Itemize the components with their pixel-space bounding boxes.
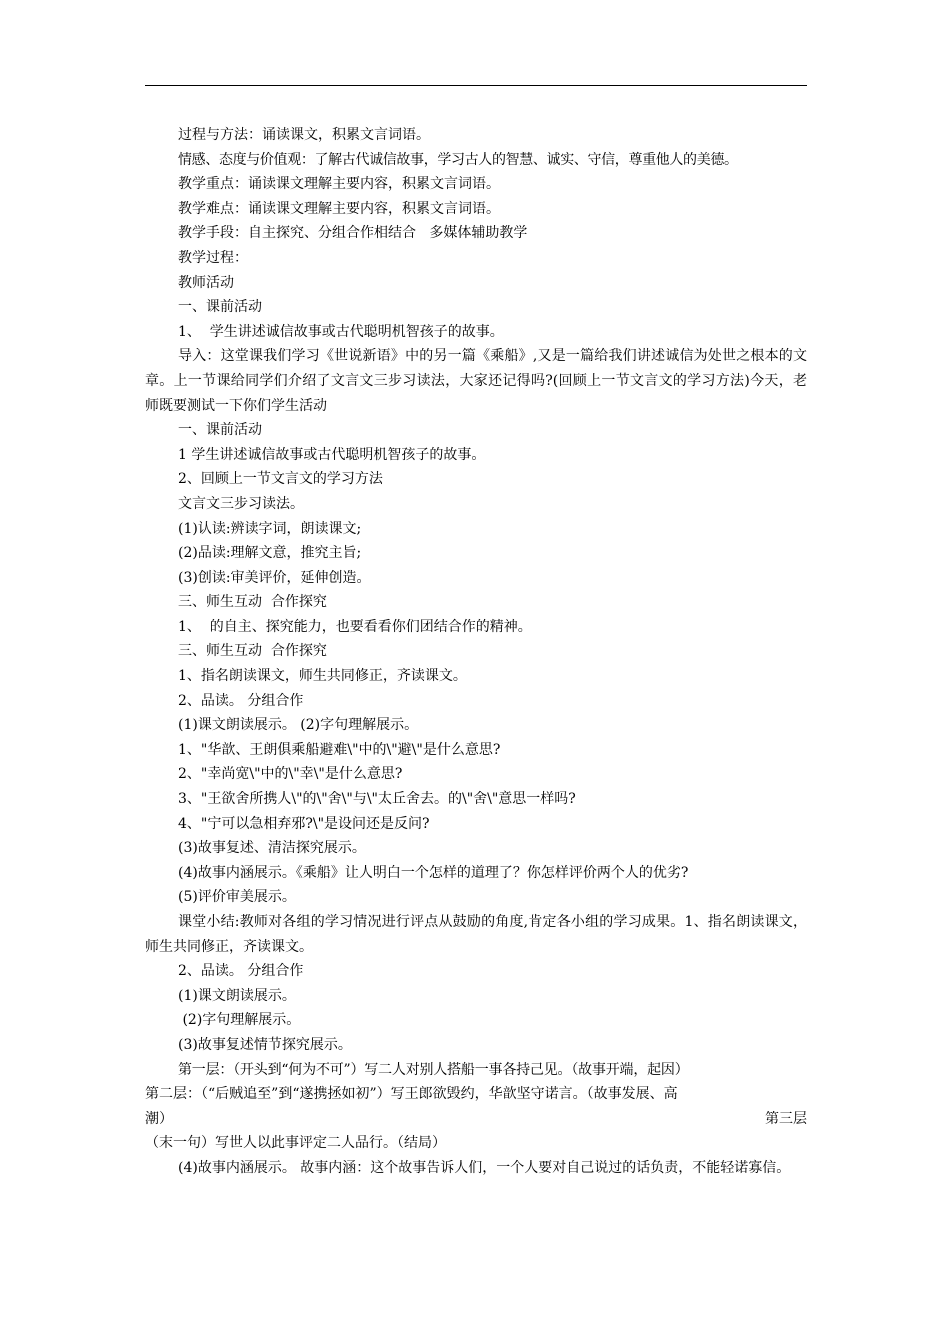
paragraph: 1、 的自主、探究能力，也要看看你们团结合作的精神。 bbox=[178, 618, 532, 635]
paragraph: 文言文三步习读法。 bbox=[178, 495, 304, 512]
paragraph: 教学过程： bbox=[178, 249, 248, 266]
layer-two-text: 第二层：（“后贼追至”到“遂携拯如初”）写王郎欲毁约，华歆坚守诺言。（故事发展、高 bbox=[145, 1086, 678, 1103]
list-item: (2)字句理解展示。 bbox=[178, 1012, 301, 1029]
list-item: (2)品读:理解文意，推究主旨; bbox=[178, 545, 362, 562]
list-item: 2、品读。 分组合作 bbox=[178, 963, 304, 980]
question-item: 2、"幸尚宽\"中的\"幸\"是什么意思? bbox=[178, 766, 403, 783]
list-item: (1)认读:辨读字词，朗读课文; bbox=[178, 520, 362, 537]
list-item: (4)故事内涵展示。《乘船》让人明白一个怎样的道理了？你怎样评价两个人的优劣? bbox=[178, 864, 689, 881]
paragraph: 导入：这堂课我们学习《世说新语》中的另一篇《乘船》,又是一篇给我们讲述诚信为处世之根本的文章。上一节课给同学们介绍了文言文三步习读法，大家还记得吗?(回顾上一节文言文的学习方法)今天，老师既要测试一下你们学生活动 bbox=[145, 348, 807, 414]
section-heading: 一、课前活动 bbox=[178, 422, 262, 439]
layer-split-line bbox=[145, 1107, 807, 1132]
paragraph: 过程与方法：诵读课文，积累文言词语。 bbox=[178, 127, 430, 143]
list-item: 1、指名朗读课文，师生共同修正，齐读课文。 bbox=[178, 668, 467, 685]
layer-one-text: 第一层：（开头到“何为不可”）写二人对别人搭船一事各持己见。（故事开端，起因） bbox=[178, 1061, 689, 1078]
paragraph: 1、 学生讲述诚信故事或古代聪明机智孩子的故事。 bbox=[178, 323, 504, 340]
list-item: (1)课文朗读展示。 bbox=[178, 987, 296, 1004]
final-paragraph: (4)故事内涵展示。 故事内涵：这个故事告诉人们，一个人要对自己说过的话负责，不能轻诺寡信。 bbox=[178, 1159, 791, 1176]
question-item: 1、"华歆、王朗俱乘船避难\"中的\"避\"是什么意思? bbox=[178, 741, 501, 758]
paragraph: 教学重点：诵读课文理解主要内容，积累文言词语。 bbox=[178, 176, 500, 193]
list-item: (3)故事复述、清洁探究展示。 bbox=[178, 840, 366, 857]
document-body bbox=[145, 123, 807, 1181]
paragraph: 1 学生讲述诚信故事或古代聪明机智孩子的故事。 bbox=[178, 446, 486, 463]
list-item: 2、品读。 分组合作 bbox=[178, 692, 304, 709]
paragraph: 2、回顾上一节文言文的学习方法 bbox=[178, 471, 383, 488]
layer-three-text: （末一句）写世人以此事评定二人品行。（结局） bbox=[145, 1135, 446, 1152]
question-item: 4、"宁可以急相弃邪?\"是设问还是反问? bbox=[178, 815, 430, 832]
section-heading: 一、课前活动 bbox=[178, 299, 262, 316]
question-item: 3、"王欲舍所携人\"的\"舍\"与\"太丘舍去。的\"舍\"意思一样吗? bbox=[178, 791, 576, 808]
paragraph: 课堂小结:教师对各组的学习情况进行评点从鼓励的角度,肯定各小组的学习成果。1、指名朗读课文，师生共同修正，齐读课文。 bbox=[145, 914, 807, 955]
paragraph: 情感、态度与价值观：了解古代诚信故事，学习古人的智慧、诚实、守信，尊重他人的美德。 bbox=[178, 151, 738, 168]
paragraph: 教学难点：诵读课文理解主要内容，积累文言词语。 bbox=[178, 200, 500, 217]
list-item: (1)课文朗读展示。 (2)字句理解展示。 bbox=[178, 717, 419, 734]
list-item: (3)故事复述情节探究展示。 bbox=[178, 1036, 352, 1053]
section-heading: 三、师生互动 合作探究 bbox=[178, 643, 327, 660]
layer-two-end: 潮） bbox=[145, 1110, 173, 1127]
list-item: (3)创读:审美评价，延伸创造。 bbox=[178, 569, 371, 586]
section-heading: 三、师生互动 合作探究 bbox=[178, 594, 327, 611]
list-item: (5)评价审美展示。 bbox=[178, 889, 296, 906]
layer-three-label: 第三层 bbox=[765, 1110, 807, 1127]
paragraph: 教学手段：自主探究、分组合作相结合 多媒体辅助教学 bbox=[178, 225, 528, 242]
header-rule bbox=[145, 85, 807, 86]
paragraph: 教师活动 bbox=[178, 274, 234, 291]
